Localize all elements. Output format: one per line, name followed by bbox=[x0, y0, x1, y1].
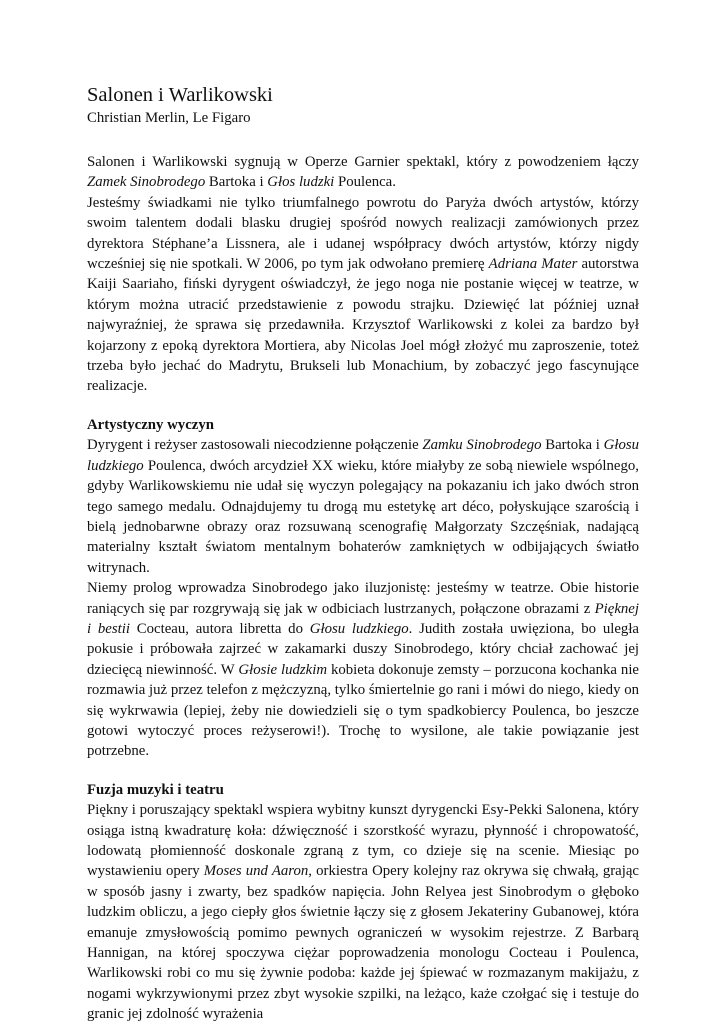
section2-paragraph-1: Piękny i poruszający spektakl wspiera wybitny kunszt dyrygencki Esy-Pekki Salonena, który osiąga istną kwadraturę koła: dźwięczność i szorstkość wyrazu, płynność i chropowatość, lodowatą płomienność doskonale zgraną z tym, co dzieje się na scenie. Miesiąc po wystawieniu opery Moses und Aaron, orkiestra Opery kolejny raz okrywa się chwałą, grając w sposób jasny i zwarty, bez spadków napięcia. John Relyea jest Sinobrodym o głęboko ludzkim obliczu, a jego ciepły głos świetnie łączy się z głosem Jekateriny Gubanowej, która emanuje zmysłowością pomimo pewnych ograniczeń w wysokim rejestrze. Z Barbarą Hannigan, na której spoczywa ciężar poprowadzenia monologu Cocteau i Poulenca, Warlikowski robi co mu się żywnie podoba: każde jej śpiewać w rozmazanym makijażu, z nogami wykrzywionymi przez zbyt wysokie szpilki, na leżąco, każe czołgać się i testuje do granic jej zdolność wyrażenia bbox=[87, 802, 639, 1023]
section-heading-2: Fuzja muzyki i teatru bbox=[87, 781, 224, 798]
intro-paragraph-2: Jesteśmy świadkami nie tylko triumfalnego powrotu do Paryża dwóch artystów, którzy swoim talentem dodali blasku drugiej spośród nowych realizacji zamówionych przez dyrektora Stéphane’a Lissnera, ale i udanej współpracy dwóch artystów, którzy nigdy wcześniej się nie spotkali. W 2006, po tym jak odwołano premierę Adriana Mater autorstwa Kaiji Saariaho, fiński dyrygent oświadczył, że jego noga nie postanie więcej w teatrze, w którym można utracić przedstawienie z powodu strajku. Dziewięć lat później uznał najwyraźniej, że sprawa się przedawniła. Krzysztof Warlikowski z kolei za bardzo był kojarzony z epoką dyrektora Mortiera, aby Nicolas Joel mógł złożyć mu zaproszenie, toteż trzeba było jechać do Madrytu, Brukseli lub Monachium, by zobaczyć jego fascynujące realizacje. bbox=[87, 194, 639, 395]
article-title: Salonen i Warlikowski bbox=[87, 84, 273, 106]
section-heading-1: Artystyczny wyczyn bbox=[87, 416, 214, 433]
intro-paragraph-1: Salonen i Warlikowski sygnują w Operze Garnier spektakl, który z powodzeniem łączy Zamek Sinobrodego Bartoka i Głos ludzki Poulenca. bbox=[87, 154, 639, 191]
section1-paragraph-1: Dyrygent i reżyser zastosowali niecodzienne połączenie Zamku Sinobrodego Bartoka i Głosu ludzkiego Poulenca, dwóch arcydzieł XX wieku, które miałyby ze sobą niewiele wspólnego, gdyby Warlikowskiemu nie udał się wyczyn polegający na pokazaniu ich jako dwóch stron tego samego medalu. Odnajdujemy tu drogą mu estetykę art déco, połyskujące szarością i bielą jednobarwne obrazy oraz rozsuwaną scenografię Małgorzaty Szczęśniak, nadającą materialny kształt światom mentalnym bohaterów zamkniętych w odbijających światło witrynach. bbox=[87, 437, 640, 576]
article-byline: Christian Merlin, Le Figaro bbox=[87, 110, 251, 126]
section1-paragraph-2: Niemy prolog wprowadza Sinobrodego jako iluzjonistę: jesteśmy w teatrze. Obie historie raniących się par rozgrywają się jak w odbiciach lustrzanych, połączone obrazami z Pięknej i bestii Cocteau, autora libretta do Głosu ludzkiego. Judith została uwięziona, bo uległa pokusie i próbowała zajrzeć w zakamarki duszy Sinobrodego, który chciał zachować jej dziecięcą niewinność. W Głosie ludzkim kobieta dokonuje zemsty – porzucona kochanka nie rozmawia już przez telefon z mężczyzną, tylko śmiertelnie go rani i mówi do niego, kiedy on się wykrwawia (lepiej, żeby nie dowiedzieli się o tym spadkobiercy Poulenca, bo jeszcze gotowi wytoczyć proces reżyserowi!). Trochę to wysilone, ale takie powiązanie jest potrzebne. bbox=[87, 580, 639, 760]
